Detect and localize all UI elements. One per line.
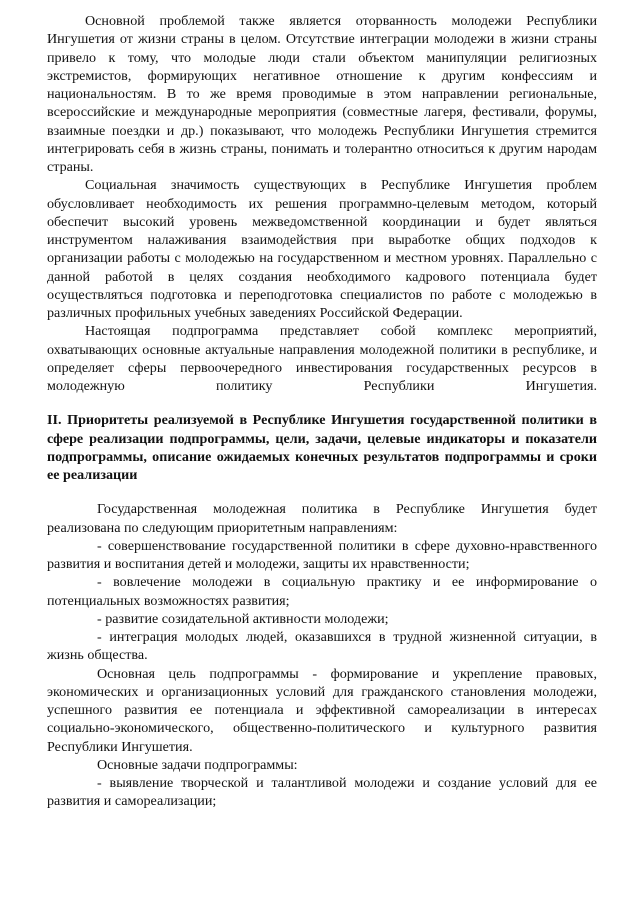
list-item-task: - выявление творческой и талантливой молодежи и создание условий для ее развития и самореализации;: [47, 775, 597, 810]
paragraph-social-significance: Социальная значимость существующих в Республике Ингушетия проблем обусловливает необходимость их решения программно-целевым методом, который обеспечит высокий уровень межведомственной координации и будет являться инструментом налаживания взаимодействия при выработке общих подходов к организации работы с молодежью на государственном и местном уровнях. Параллельно с данной работой в целях создания необходимого кадрового потенциала будет осуществляться подготовка и переподготовка специалистов по работе с молодежью в различных профильных учебных заведениях Российской Федерации.: [47, 177, 597, 321]
section-heading: II. Приоритеты реализуемой в Республике Ингушетия государственной политики в сфере реализации подпрограммы, цели, задачи, целевые индикаторы и показатели подпрограммы, описание ожидаемых конечных результатов подпрограммы и сроки ее реализации: [47, 412, 597, 483]
paragraph-tasks-intro: Основные задачи подпрограммы:: [97, 756, 298, 773]
paragraph-priorities-intro: Государственная молодежная политика в Республике Ингушетия будет реализована по следующим приоритетным направлениям:: [47, 501, 597, 536]
paragraph-main-goal: Основная цель подпрограммы - формирование и укрепление правовых, экономических и организационных условий для гражданского становления молодежи, успешного развития ее потенциала и эффективной самореализации в интересах социально-экономического, общественно-политического и культурного развития Республики Ингушетия.: [47, 665, 597, 755]
document-page: [47, 12, 597, 811]
paragraph-subprogram-scope: Настоящая подпрограмма представляет собой комплекс мероприятий, охватывающих основные актуальные направления молодежной политики в республике, и определяет сферы первоочередного инвестирования государственных ресурсов в молодежную политику Республики Ингушетия.: [47, 323, 597, 394]
paragraph-isolation: Основной проблемой также является оторванность молодежи Республики Ингушетия от жизни страны в целом. Отсутствие интеграции молодежи в жизни страны привело к тому, что молодые люди стали объектом манипуляции религиозных экстремистов, формирующих негативное отношение к другим конфессиям и национальностям. В то же время проводимые в этом направлении региональные, всероссийские и международные мероприятия (совместные лагеря, фестивали, форумы, взаимные поездки и др.) показывают, что молодежь Республики Ингушетия стремится интегрировать себя в жизнь страны, понимать и толерантно относиться к другим народам страны.: [47, 13, 597, 175]
list-item-priority: - развитие созидательной активности молодежи;: [97, 610, 389, 627]
list-item-priority: - вовлечение молодежи в социальную практику и ее информирование о потенциальных возможностях развития;: [47, 574, 597, 609]
list-item-priority: - интеграция молодых людей, оказавшихся в трудной жизненной ситуации, в жизнь общества.: [47, 629, 597, 664]
list-item-priority: - совершенствование государственной политики в сфере духовно-нравственного развития и воспитания детей и молодежи, защиты их нравственности;: [47, 537, 597, 572]
